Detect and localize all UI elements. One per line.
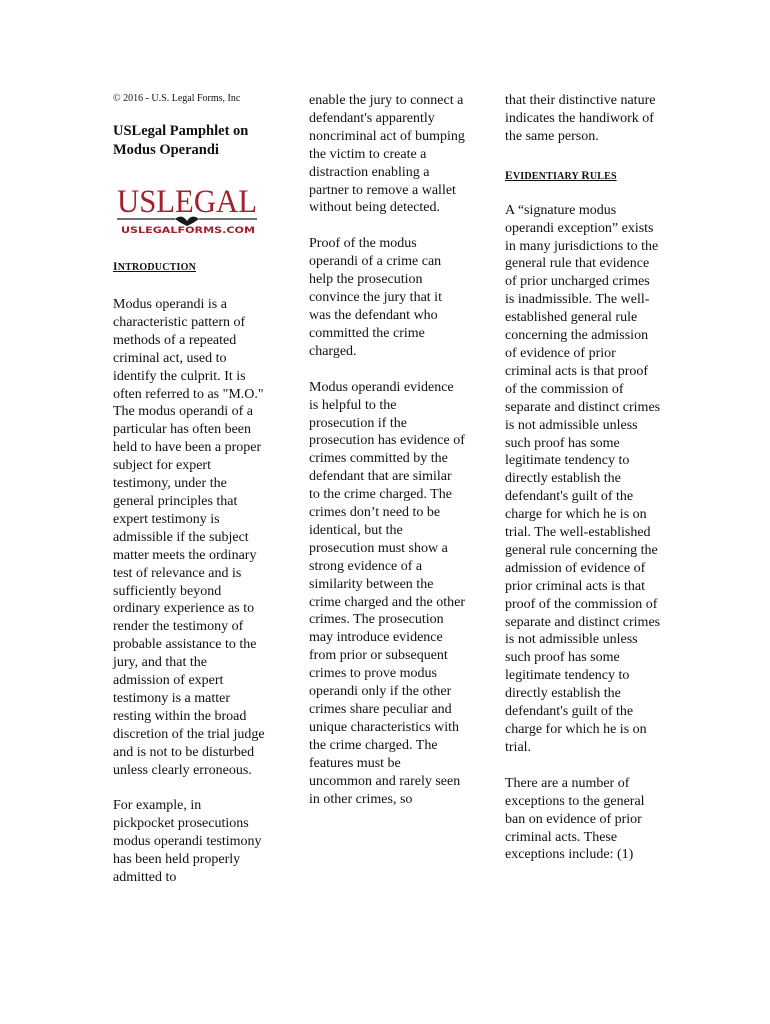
logo-url-text: USLEGALFORMS.COM [121,226,256,236]
uslegal-logo [113,180,261,242]
column-3 [505,92,661,864]
signature-exception-paragraph: A “signature modus operandi exception” exists in many jurisdictions to the general rule that evidence of prior uncharged crimes is inadmissible. The well-established general rule concerning the admission of evidence of prior criminal acts is that proof of the commission of separate and distinct crimes is not admissible unless such proof has some legitimate tendency to directly establish the defendant's guilt of the charge for which he is on trial. The well-established general rule concerning the admission of evidence of prior criminal acts is that proof of the commission of separate and distinct crimes is not admissible unless such proof has some legitimate tendency to directly establish the defendant's guilt of the charge for which he is on trial. [505,202,661,755]
column-1 [113,92,265,887]
exceptions-paragraph: There are a number of exceptions to the general ban on evidence of prior criminal acts. These exceptions include: (1) [505,775,645,863]
evidentiary-rules-heading: EVIDENTIARY RULES [505,169,617,182]
logo-wordmark: USLEGAL [117,184,257,220]
copyright-notice: © 2016 - U.S. Legal Forms, Inc [113,93,241,104]
proof-paragraph: Proof of the modus operandi of a crime can help the prosecution convince the jury that it was the defendant who committed the crime charged. [309,236,442,359]
evidence-paragraph: Modus operandi evidence is helpful to the prosecution if the prosecution has evidence of crimes committed by the defendant that are similar to the crime charged. The crimes don’t need to be identical, but the prosecution must show a strong evidence of a similarity between the crime charged and the other crimes. The prosecution may introduce evidence from prior or subsequent crimes to prove modus operandi only if the other crimes share peculiar and unique characteristics with the crime charged. The features must be uncommon and rarely seen in other crimes, so [309,379,466,807]
introduction-heading: INTRODUCTION [113,261,197,273]
example-paragraph: For example, in pickpocket prosecutions modus operandi testimony has been held properly admitted to [113,798,262,886]
evidence-paragraph-continued: that their distinctive nature indicates the handiwork of the same person. [505,93,656,144]
column-2 [309,92,465,808]
document-title: USLegal Pamphlet on Modus Operandi [113,123,249,158]
example-paragraph-continued: enable the jury to connect a defendant's apparently noncriminal act of bumping the victim to create a distraction enabling a partner to remove a wallet without being detected. [309,93,465,216]
introduction-paragraph: Modus operandi is a characteristic pattern of methods of a repeated criminal act, used to identify the culprit. It is often referred to as "M.O." The modus operandi of a particular has often been held to have been a proper subject for expert testimony, under the general principles that expert testimony is admissible if the subject matter meets the ordinary test of relevance and is sufficiently beyond ordinary experience as to render the testimony of probable assistance to the jury, and that the admission of expert testimony is a matter resting within the broad discretion of the trial judge and is not to be disturbed unless clearly erroneous. [113,297,265,778]
